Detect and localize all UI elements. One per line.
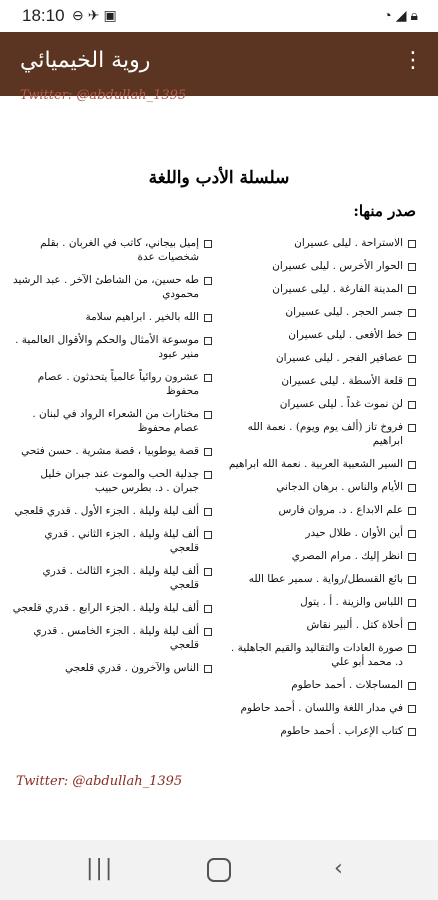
app-title: روية الخيميائي: [20, 48, 151, 73]
issued-label: صدر منها:: [353, 202, 416, 220]
wifi-icon: ◔: [383, 7, 396, 23]
page-content[interactable]: [0, 88, 438, 840]
image-icon: ▣: [103, 7, 121, 23]
checkbox-bullet-icon: [408, 553, 416, 561]
book-entry: [226, 641, 416, 669]
book-entry: [226, 724, 416, 738]
book-entry-text: إميل بيجاني، كاتب في الغربان . بقلم شخصيات عدة: [40, 237, 199, 263]
book-entry-text: انظر إليك . مرام المصري: [291, 550, 403, 562]
book-entry-text: موسوعة الأمثال والحكم والأقوال العالمية . منير عبود: [15, 334, 199, 360]
checkbox-bullet-icon: [204, 448, 212, 456]
book-entry-text: عصافير الفجر . ليلى عسيران: [275, 352, 403, 364]
book-entry-text: قلعة الأسطة . ليلى عسيران: [281, 375, 403, 387]
book-entry-text: الناس والآخرون . قدري قلعجي: [65, 662, 199, 674]
book-entry: [226, 618, 416, 632]
checkbox-bullet-icon: [408, 355, 416, 363]
book-entry: [12, 236, 212, 264]
signal-blocked-icon: ⊖: [72, 7, 88, 23]
book-entry-text: بائع القسطل/رواية . سمير عطا الله: [248, 573, 403, 585]
checkbox-bullet-icon: [408, 728, 416, 736]
checkbox-bullet-icon: [408, 401, 416, 409]
book-entry: [226, 503, 416, 517]
checkbox-bullet-icon: [408, 599, 416, 607]
checkbox-bullet-icon: [204, 240, 212, 248]
system-icons: [383, 7, 422, 24]
book-entry-text: خط الأفعى . ليلى عسيران: [288, 329, 403, 341]
book-entry: [226, 595, 416, 609]
checkbox-bullet-icon: [204, 531, 212, 539]
book-list-right: [226, 236, 416, 747]
book-entry-text: ألف ليلة وليلة . الجزء الأول . قدري قلعجي: [14, 505, 199, 517]
book-entry: [226, 572, 416, 586]
checkbox-bullet-icon: [204, 314, 212, 322]
book-entry-text: علم الابداع . د. مروان فارس: [278, 504, 403, 516]
book-entry-text: جدلية الحب والموت عند جبران خليل جبران . د. بطرس حبيب: [40, 468, 199, 494]
book-entry-text: أحلاة كتل . ألبير نقاش: [306, 619, 403, 631]
book-entry: [12, 333, 212, 361]
book-entry-text: الاستراحة . ليلى عسيران: [294, 237, 403, 249]
book-entry-text: المدينة الفارغة . ليلى عسيران: [272, 283, 403, 295]
status-bar: [0, 0, 438, 32]
book-entry-text: الحوار الأخرس . ليلى عسيران: [272, 260, 403, 272]
checkbox-bullet-icon: [408, 530, 416, 538]
book-entry-text: قصة يوطوبيا ، قصة مشرية . حسن فتحي: [21, 445, 199, 457]
back-button[interactable]: ‹: [334, 856, 343, 881]
checkbox-bullet-icon: [204, 337, 212, 345]
lock-icon: 🔒︎: [410, 7, 422, 23]
book-entry: [12, 467, 212, 495]
checkbox-bullet-icon: [408, 682, 416, 690]
book-entry: [226, 480, 416, 494]
book-entry: [226, 305, 416, 319]
checkbox-bullet-icon: [408, 378, 416, 386]
book-entry: [226, 351, 416, 365]
checkbox-bullet-icon: [204, 605, 212, 613]
checkbox-bullet-icon: [204, 374, 212, 382]
book-entry-text: مختارات من الشعراء الرواد في لبنان . عصام محفوظ: [32, 408, 199, 434]
book-entry: [226, 420, 416, 448]
book-entry: [226, 549, 416, 563]
book-entry-text: ألف ليلة وليلة . الجزء الرابع . قدري قلعجي: [12, 602, 199, 614]
book-entry: [12, 661, 212, 675]
book-entry-text: طه حسين، من الشاطئ الآخر . عبد الرشيد محمودي: [12, 274, 199, 300]
book-entry-text: في مدار اللغة واللسان . أحمد حاطوم: [240, 702, 403, 714]
book-entry: [12, 527, 212, 555]
book-entry: [226, 526, 416, 540]
checkbox-bullet-icon: [204, 508, 212, 516]
checkbox-bullet-icon: [408, 309, 416, 317]
book-list-left: [12, 236, 212, 684]
book-entry: [12, 601, 212, 615]
book-entry: [12, 407, 212, 435]
book-entry: [226, 374, 416, 388]
book-entry: [12, 444, 212, 458]
twitter-watermark-bottom: Twitter: @abdullah_1395: [16, 774, 183, 789]
twitter-watermark-top: Twitter: @abdullah_1395: [20, 88, 187, 103]
book-entry: [226, 282, 416, 296]
checkbox-bullet-icon: [204, 568, 212, 576]
app-bar: [0, 32, 438, 96]
book-entry-text: السير الشعبية العربية . نعمة الله ابراهيم: [228, 458, 403, 470]
book-entry-text: لن نموت غداً . ليلى عسيران: [279, 398, 403, 410]
checkbox-bullet-icon: [408, 576, 416, 584]
series-title: سلسلة الأدب واللغة: [148, 168, 290, 188]
checkbox-bullet-icon: [204, 277, 212, 285]
checkbox-bullet-icon: [204, 628, 212, 636]
book-entry-text: ألف ليلة وليلة . الجزء الخامس . قدري قلعجي: [33, 625, 199, 651]
book-entry-text: فروخ تاز (ألف يوم ويوم) . نعمة الله ابراهيم: [247, 421, 403, 447]
book-entry: [12, 273, 212, 301]
checkbox-bullet-icon: [204, 411, 212, 419]
checkbox-bullet-icon: [408, 332, 416, 340]
checkbox-bullet-icon: [408, 263, 416, 271]
checkbox-bullet-icon: [408, 461, 416, 469]
more-vert-icon[interactable]: ⋮: [402, 48, 424, 73]
book-entry-text: جسر الحجر . ليلى عسيران: [285, 306, 403, 318]
home-button[interactable]: [207, 858, 231, 882]
checkbox-bullet-icon: [408, 484, 416, 492]
checkbox-bullet-icon: [408, 240, 416, 248]
book-entry: [12, 310, 212, 324]
book-entry: [12, 504, 212, 518]
checkbox-bullet-icon: [408, 507, 416, 515]
book-entry: [226, 236, 416, 250]
book-entry-text: الله بالخير . ابراهيم سلامة: [85, 311, 199, 323]
book-entry: [226, 457, 416, 471]
book-entry: [226, 678, 416, 692]
notification-icons: [72, 7, 121, 24]
book-entry: [226, 701, 416, 715]
checkbox-bullet-icon: [408, 705, 416, 713]
book-entry-text: الأيام والناس . برهان الدجاني: [276, 481, 403, 493]
book-entry-text: صورة العادات والتقاليد والقيم الجاهلية . د. محمد أبو علي: [230, 642, 403, 668]
checkbox-bullet-icon: [204, 665, 212, 673]
book-entry: [12, 370, 212, 398]
book-entry: [226, 328, 416, 342]
checkbox-bullet-icon: [408, 424, 416, 432]
book-entry: [226, 259, 416, 273]
signal-icon: ◢: [395, 7, 411, 23]
book-entry-text: المساجلات . أحمد حاطوم: [291, 679, 403, 691]
book-entry-text: اللباس والزينة . أ . يتول: [300, 596, 403, 608]
book-entry: [12, 624, 212, 652]
book-entry-text: كتاب الإعراب . أحمد حاطوم: [280, 725, 403, 737]
book-entry-text: ألف ليلة وليلة . الجزء الثاني . قدري قلعجي: [44, 528, 199, 554]
book-entry: [226, 397, 416, 411]
navigation-bar: [0, 840, 438, 900]
airplane-icon: ✈: [87, 7, 104, 23]
book-entry-text: أين الأوان . طلال حيدر: [305, 527, 403, 539]
book-entry: [12, 564, 212, 592]
checkbox-bullet-icon: [408, 645, 416, 653]
book-entry-text: عشرون روائياً عالمياً يتحدثون . عصام محفوظ: [37, 371, 199, 397]
status-time: 18:10: [22, 6, 65, 25]
checkbox-bullet-icon: [408, 286, 416, 294]
checkbox-bullet-icon: [204, 471, 212, 479]
checkbox-bullet-icon: [408, 622, 416, 630]
recents-button[interactable]: |||: [86, 856, 115, 881]
book-entry-text: ألف ليلة وليلة . الجزء الثالث . قدري قلعجي: [42, 565, 199, 591]
